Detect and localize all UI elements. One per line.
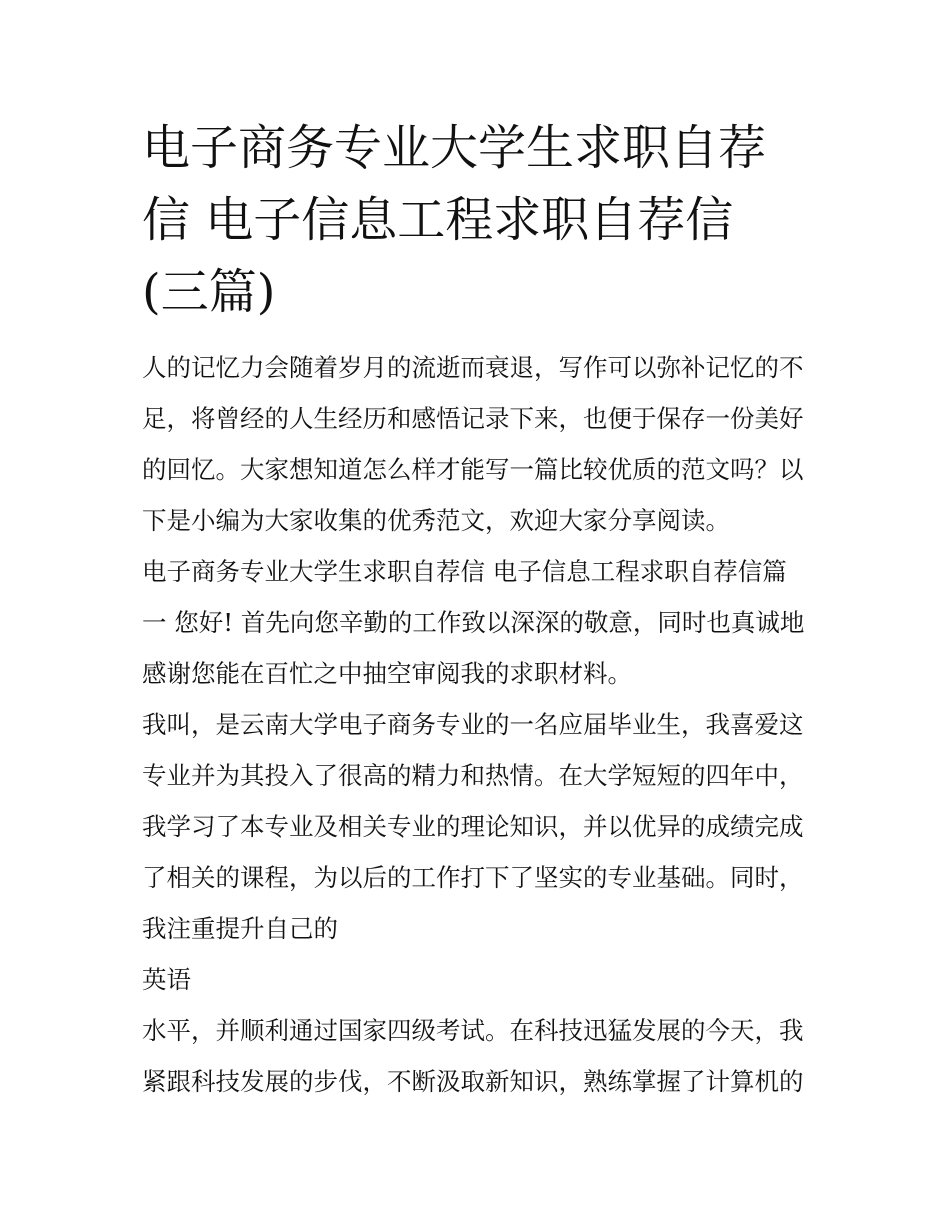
body-line: 感谢您能在百忙之中抽空审阅我的求职材料。 (142, 659, 632, 688)
title-line-3: (三篇) (142, 264, 276, 320)
body-line: 足，将曾经的人生经历和感悟记录下来，也便于保存一份美好 (142, 404, 804, 433)
document-title (142, 112, 814, 328)
title-line-1: 电子商务专业大学生求职自荐 (142, 120, 767, 176)
body-line: 英语 (142, 965, 191, 994)
title-line-2: 信 电子信息工程求职自荐信 (142, 192, 734, 248)
body-line: 一 您好! 首先向您辛勤的工作致以深深的敬意，同时也真诚地 (142, 608, 805, 637)
body-line: 人的记忆力会随着岁月的流逝而衰退，写作可以弥补记忆的不 (142, 353, 804, 382)
body-line: 下是小编为大家收集的优秀范文，欢迎大家分享阅读。 (142, 506, 730, 535)
body-line: 电子商务专业大学生求职自荐信 电子信息工程求职自荐信篇 (142, 557, 787, 586)
body-line: 我叫，是云南大学电子商务专业的一名应届毕业生，我喜爱这 (142, 710, 804, 739)
body-line: 的回忆。大家想知道怎么样才能写一篇比较优质的范文吗？以 (142, 455, 804, 484)
body-line: 我注重提升自己的 (142, 914, 338, 943)
document-body (142, 342, 814, 1107)
body-line: 专业并为其投入了很高的精力和热情。在大学短短的四年中， (142, 761, 804, 790)
body-line: 水平，并顺利通过国家四级考试。在科技迅猛发展的今天，我 (142, 1016, 804, 1045)
body-line: 紧跟科技发展的步伐，不断汲取新知识，熟练掌握了计算机的 (142, 1067, 804, 1096)
document-content (142, 112, 814, 1107)
body-line: 我学习了本专业及相关专业的理论知识，并以优异的成绩完成 (142, 812, 804, 841)
body-line: 了相关的课程，为以后的工作打下了坚实的专业基础。同时， (142, 863, 804, 892)
